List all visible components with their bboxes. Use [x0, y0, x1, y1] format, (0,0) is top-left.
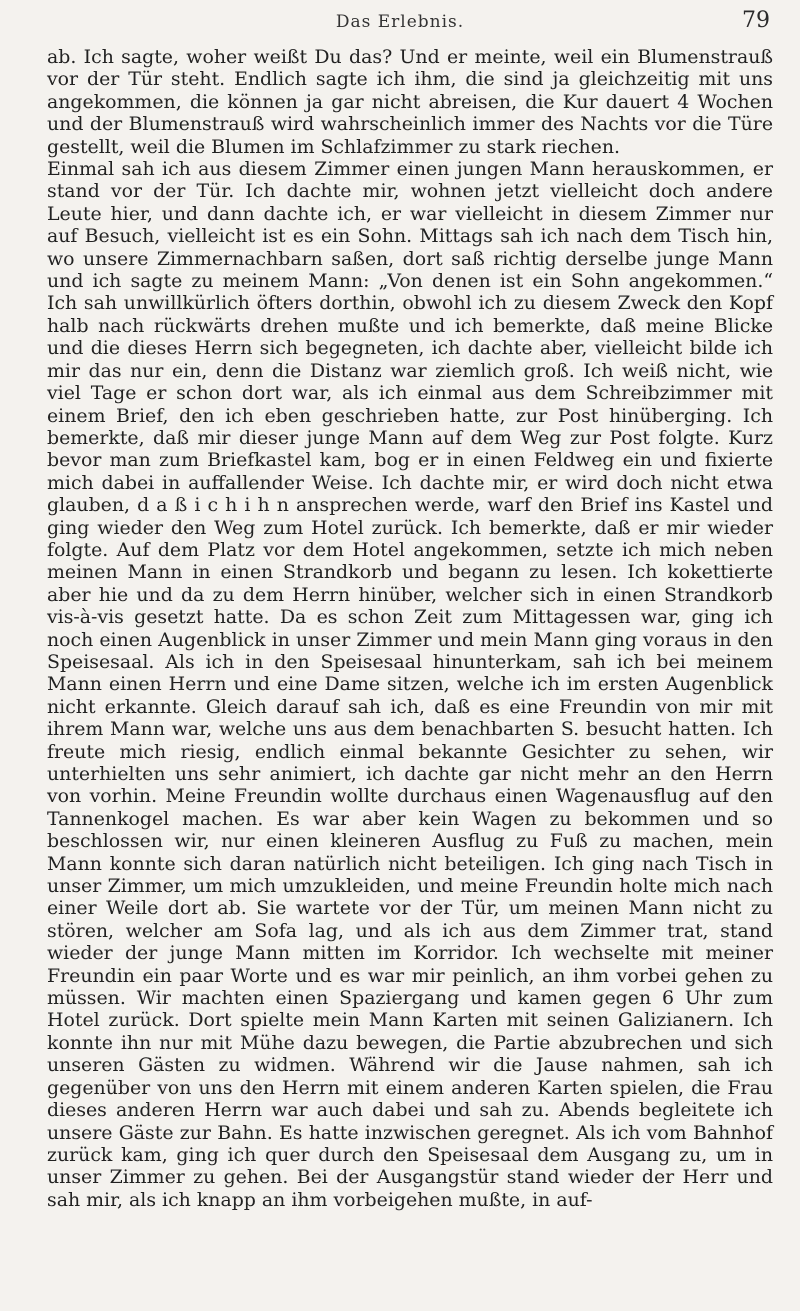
paragraph: ab. Ich sagte, woher weißt Du das? Und er meinte, weil ein Blumenstrauß vor der Tür steht. Endlich sagte ich ihm, die sind ja gleichzeitig mit uns angekommen, die können ja gar nicht abreisen, die Kur dauert 4 Wochen und der Blumenstrauß wird wahrscheinlich immer des Nachts vor die Türe gestellt, weil die Blumen im Schlafzimmer zu stark riechen.	[47, 46, 773, 158]
running-head-title: Das Erlebnis.	[335, 12, 465, 32]
running-head	[0, 8, 800, 38]
paragraph: Einmal sah ich aus diesem Zimmer einen jungen Mann herauskommen, er stand vor der Tür. Ich dachte mir, wohnen jetzt vielleicht doch andere Leute hier, und dann dachte ich, er war vielleicht in diesem Zimmer nur auf Besuch, vielleicht ist es ein Sohn. Mittags sah ich nach dem Tisch hin, wo unsere Zimmernachbarn saßen, dort saß richtig derselbe junge Mann und ich sagte zu meinem Mann: „Von denen ist ein Sohn angekommen.“ Ich sah unwillkürlich öfters dorthin, obwohl ich zu diesem Zweck den Kopf halb nach rückwärts drehen mußte und ich bemerkte, daß meine Blicke und die dieses Herrn sich begegneten, ich dachte aber, vielleicht bilde ich mir das nur ein, denn die Distanz war ziemlich groß. Ich weiß nicht, wie viel Tage er schon dort war, als ich einmal aus dem Schreibzimmer mit einem Brief, den ich eben geschrieben hatte, zur Post hinüberging. Ich bemerkte, daß mir dieser junge Mann auf dem Weg zur Post folgte. Kurz bevor man zum Briefkastel kam, bog er in einen Feldweg ein und fixierte mich dabei in auffallender Weise. Ich dachte mir, er wird doch nicht etwa glauben, d a ß i c h i h n ansprechen werde, warf den Brief ins Kastel und ging wieder den Weg zum Hotel zurück. Ich bemerkte, daß er mir wieder folgte. Auf dem Platz vor dem Hotel angekommen, setzte ich mich neben meinen Mann in einen Strandkorb und begann zu lesen. Ich kokettierte aber hie und da zu dem Herrn hinüber, welcher sich in einen Strandkorb vis-à-vis gesetzt hatte. Da es schon Zeit zum Mittagessen war, ging ich noch einen Augenblick in unser Zimmer und mein Mann ging voraus in den Speisesaal. Als ich in den Speisesaal hinunterkam, sah ich bei meinem Mann einen Herrn und eine Dame sitzen, welche ich im ersten Augenblick nicht erkannte. Gleich darauf sah ich, daß es eine Freundin von mir mit ihrem Mann war, welche uns aus dem benachbarten S. besucht hatten. Ich freute mich riesig, endlich einmal bekannte Gesichter zu sehen, wir unterhielten uns sehr animiert, ich dachte gar nicht mehr an den Herrn von vorhin. Meine Freundin wollte durchaus einen Wagenausflug auf den Tannenkogel machen. Es war aber kein Wagen zu bekommen und so beschlossen wir, nur einen kleineren Ausflug zu Fuß zu machen, mein Mann konnte sich daran natürlich nicht beteiligen. Ich ging nach Tisch in unser Zimmer, um mich umzukleiden, und meine Freundin holte mich nach einer Weile dort ab. Sie wartete vor der Tür, um meinen Mann nicht zu stören, welcher am Sofa lag, und als ich aus dem Zimmer trat, stand wieder der junge Mann mitten im Korridor. Ich wechselte mit meiner Freundin ein paar Worte und es war mir peinlich, an ihm vorbei gehen zu müssen. Wir machten einen Spaziergang und kamen gegen 6 Uhr zum Hotel zurück. Dort spielte mein Mann Karten mit seinen Galizianern. Ich konnte ihn nur mit Mühe dazu bewegen, die Partie abzubrechen und sich unseren Gästen zu widmen. Während wir die Jause nahmen, sah ich gegenüber von uns den Herrn mit einem anderen Karten spielen, die Frau dieses anderen Herrn war auch dabei und sah zu. Abends begleitete ich unsere Gäste zur Bahn. Es hatte inzwischen geregnet. Als ich vom Bahnhof zurück kam, ging ich quer durch den Speisesaal dem Ausgang zu, um in unser Zimmer zu gehen. Bei der Ausgangstür stand wieder der Herr und sah mir, als ich knapp an ihm vorbeigehen mußte, in auf-	[47, 158, 773, 1211]
body-text	[47, 46, 773, 1211]
page-number: 79	[742, 8, 770, 33]
